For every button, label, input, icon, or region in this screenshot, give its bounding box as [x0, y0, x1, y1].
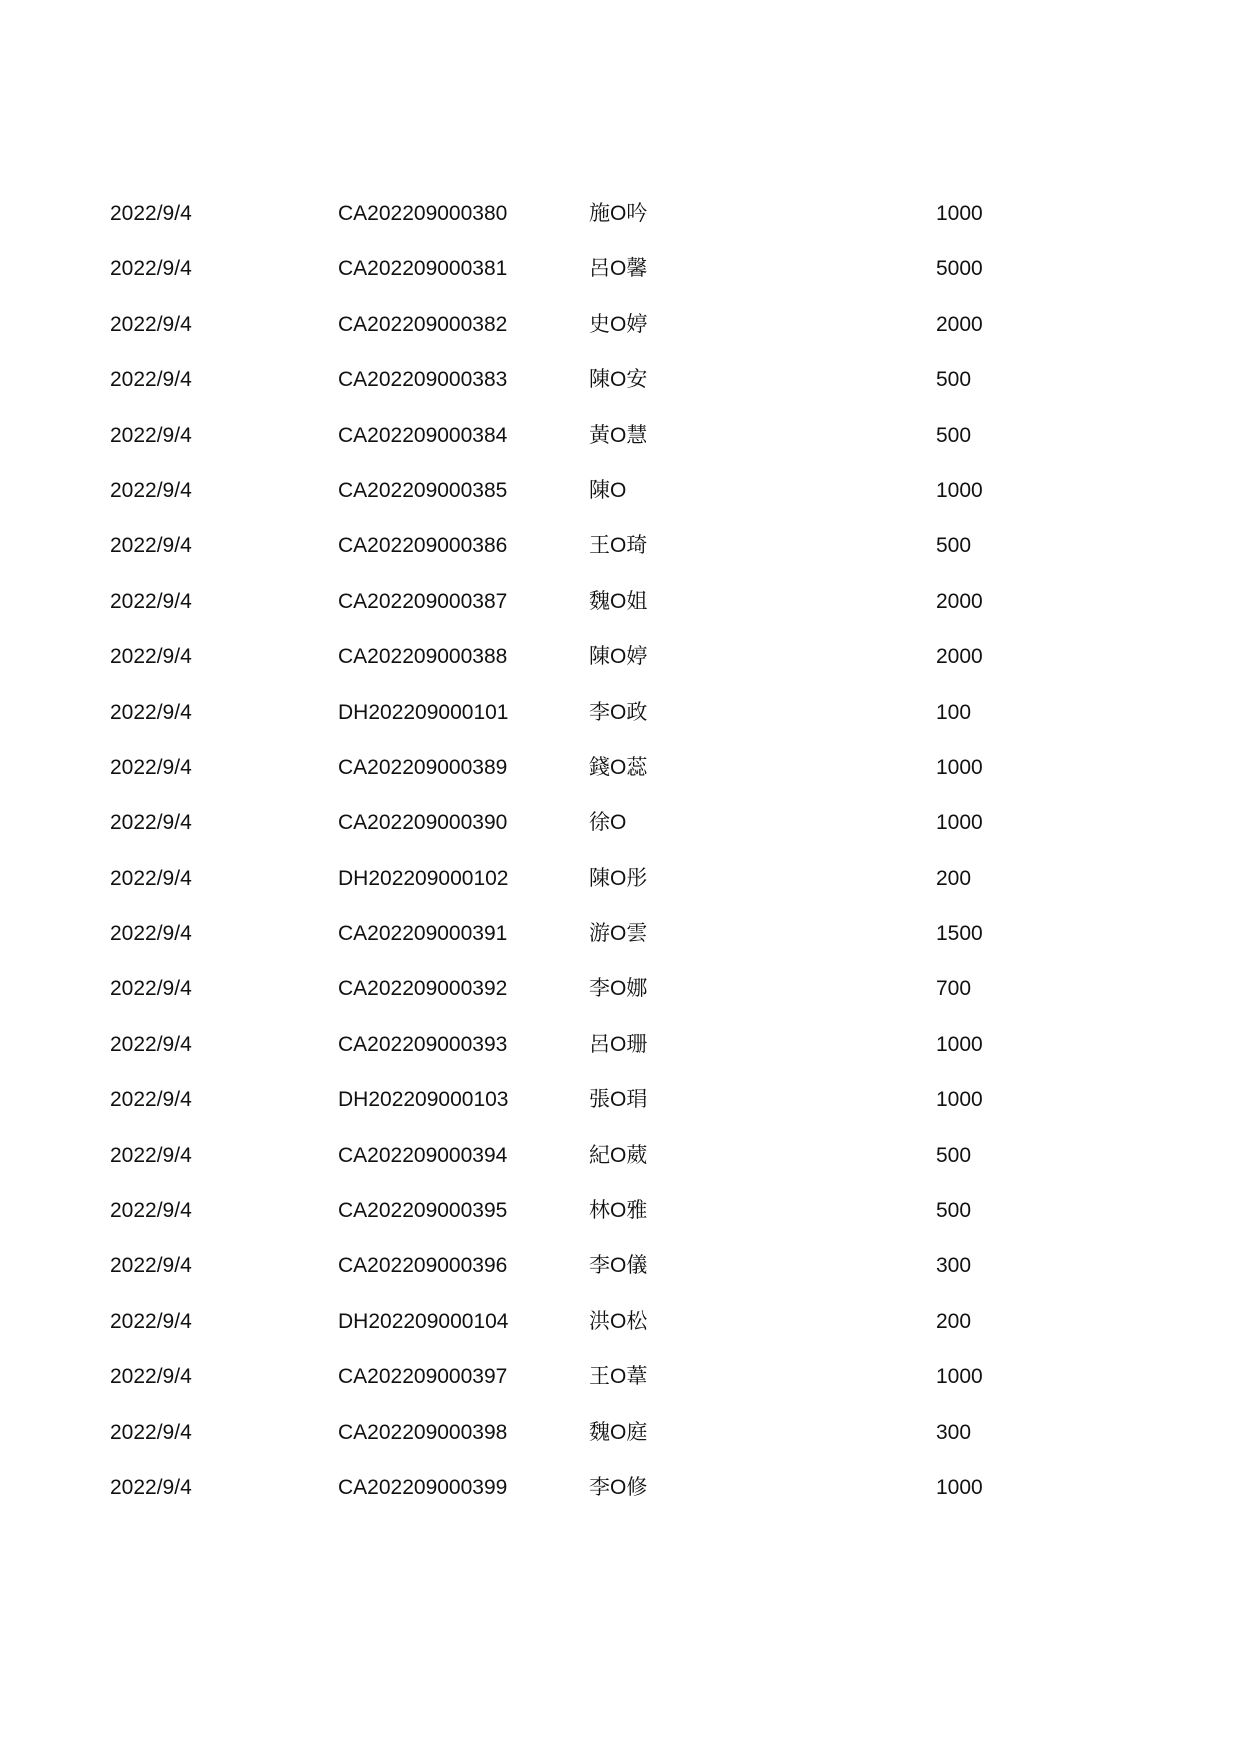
code-cell: CA202209000380 [338, 202, 508, 225]
name-cell: 陳O安 [589, 368, 648, 392]
code-cell: CA202209000383 [338, 368, 508, 392]
amount-cell: 1000 [936, 1088, 983, 1112]
name-cell: 陳O [589, 478, 627, 502]
date-cell: 2022/9/4 [110, 700, 192, 724]
name-cell: 陳O彤 [589, 866, 648, 890]
name-cell: 王O葦 [589, 1365, 648, 1389]
code-cell: CA202209000382 [338, 312, 508, 336]
date-cell: 2022/9/4 [110, 1365, 192, 1389]
code-cell: CA202209000385 [338, 478, 508, 502]
amount-cell: 700 [936, 977, 972, 1001]
amount-cell: 2000 [936, 645, 983, 669]
name-cell: 陳O婷 [589, 645, 648, 669]
amount-cell: 500 [936, 1143, 972, 1167]
date-cell: 2022/9/4 [110, 312, 192, 336]
name-cell: 呂O珊 [589, 1032, 648, 1056]
date-cell: 2022/9/4 [110, 202, 192, 225]
date-cell: 2022/9/4 [110, 1475, 192, 1499]
date-cell: 2022/9/4 [110, 1420, 192, 1444]
donation-table [0, 202, 1240, 1542]
code-cell: CA202209000399 [338, 1475, 508, 1499]
name-cell: 李O娜 [589, 977, 648, 1001]
amount-cell: 1500 [936, 922, 983, 946]
amount-cell: 500 [936, 368, 972, 392]
date-cell: 2022/9/4 [110, 922, 192, 946]
date-cell: 2022/9/4 [110, 866, 192, 890]
amount-cell: 1000 [936, 1365, 983, 1389]
amount-cell: 200 [936, 1309, 972, 1333]
date-cell: 2022/9/4 [110, 1143, 192, 1167]
code-cell: CA202209000398 [338, 1420, 508, 1444]
amount-cell: 500 [936, 534, 972, 558]
date-cell: 2022/9/4 [110, 1088, 192, 1112]
date-cell: 2022/9/4 [110, 478, 192, 502]
code-cell: CA202209000386 [338, 534, 508, 558]
code-cell: CA202209000396 [338, 1254, 508, 1278]
date-cell: 2022/9/4 [110, 589, 192, 613]
date-cell: 2022/9/4 [110, 257, 192, 281]
amount-cell: 5000 [936, 257, 983, 281]
name-cell: 張O琄 [589, 1088, 648, 1112]
date-cell: 2022/9/4 [110, 977, 192, 1001]
code-cell: CA202209000389 [338, 755, 508, 779]
amount-cell: 1000 [936, 811, 983, 835]
date-cell: 2022/9/4 [110, 811, 192, 835]
code-cell: DH202209000101 [338, 700, 509, 724]
amount-cell: 2000 [936, 589, 983, 613]
date-cell: 2022/9/4 [110, 1254, 192, 1278]
amount-cell: 500 [936, 423, 972, 447]
amount-cell: 300 [936, 1254, 972, 1278]
code-cell: CA202209000388 [338, 645, 508, 669]
name-cell: 李O修 [589, 1475, 648, 1499]
code-cell: DH202209000104 [338, 1309, 509, 1333]
date-cell: 2022/9/4 [110, 368, 192, 392]
amount-cell: 1000 [936, 755, 983, 779]
name-cell: 游O雲 [589, 922, 648, 946]
code-cell: CA202209000391 [338, 922, 508, 946]
name-cell: 錢O蕊 [589, 755, 648, 779]
amount-cell: 200 [936, 866, 972, 890]
amount-cell: 1000 [936, 1032, 983, 1056]
name-cell: 李O儀 [589, 1254, 648, 1278]
code-cell: CA202209000384 [338, 423, 508, 447]
name-cell: 施O吟 [589, 202, 648, 225]
code-cell: CA202209000397 [338, 1365, 508, 1389]
date-cell: 2022/9/4 [110, 1032, 192, 1056]
code-cell: DH202209000103 [338, 1088, 509, 1112]
name-cell: 黃O慧 [589, 423, 648, 447]
amount-cell: 2000 [936, 312, 983, 336]
amount-cell: 1000 [936, 478, 983, 502]
code-cell: CA202209000393 [338, 1032, 508, 1056]
name-cell: 魏O姐 [589, 589, 648, 613]
code-cell: CA202209000381 [338, 257, 508, 281]
name-cell: 徐O [589, 811, 627, 835]
amount-cell: 1000 [936, 202, 983, 225]
name-cell: 魏O庭 [589, 1420, 648, 1444]
code-cell: CA202209000395 [338, 1199, 508, 1223]
name-cell: 紀O葳 [589, 1143, 648, 1167]
date-cell: 2022/9/4 [110, 423, 192, 447]
date-cell: 2022/9/4 [110, 1309, 192, 1333]
date-cell: 2022/9/4 [110, 1199, 192, 1223]
amount-cell: 1000 [936, 1475, 983, 1499]
name-cell: 史O婷 [589, 312, 648, 336]
date-cell: 2022/9/4 [110, 645, 192, 669]
code-cell: CA202209000392 [338, 977, 508, 1001]
code-cell: CA202209000390 [338, 811, 508, 835]
date-cell: 2022/9/4 [110, 755, 192, 779]
date-cell: 2022/9/4 [110, 534, 192, 558]
amount-cell: 500 [936, 1199, 972, 1223]
table-row [0, 1475, 1240, 1542]
amount-cell: 100 [936, 700, 972, 724]
name-cell: 洪O松 [589, 1309, 648, 1333]
code-cell: CA202209000394 [338, 1143, 508, 1167]
amount-cell: 300 [936, 1420, 972, 1444]
code-cell: CA202209000387 [338, 589, 508, 613]
name-cell: 李O政 [589, 700, 648, 724]
name-cell: 林O雅 [589, 1199, 648, 1223]
name-cell: 王O琦 [589, 534, 648, 558]
name-cell: 呂O馨 [589, 257, 648, 281]
code-cell: DH202209000102 [338, 866, 509, 890]
